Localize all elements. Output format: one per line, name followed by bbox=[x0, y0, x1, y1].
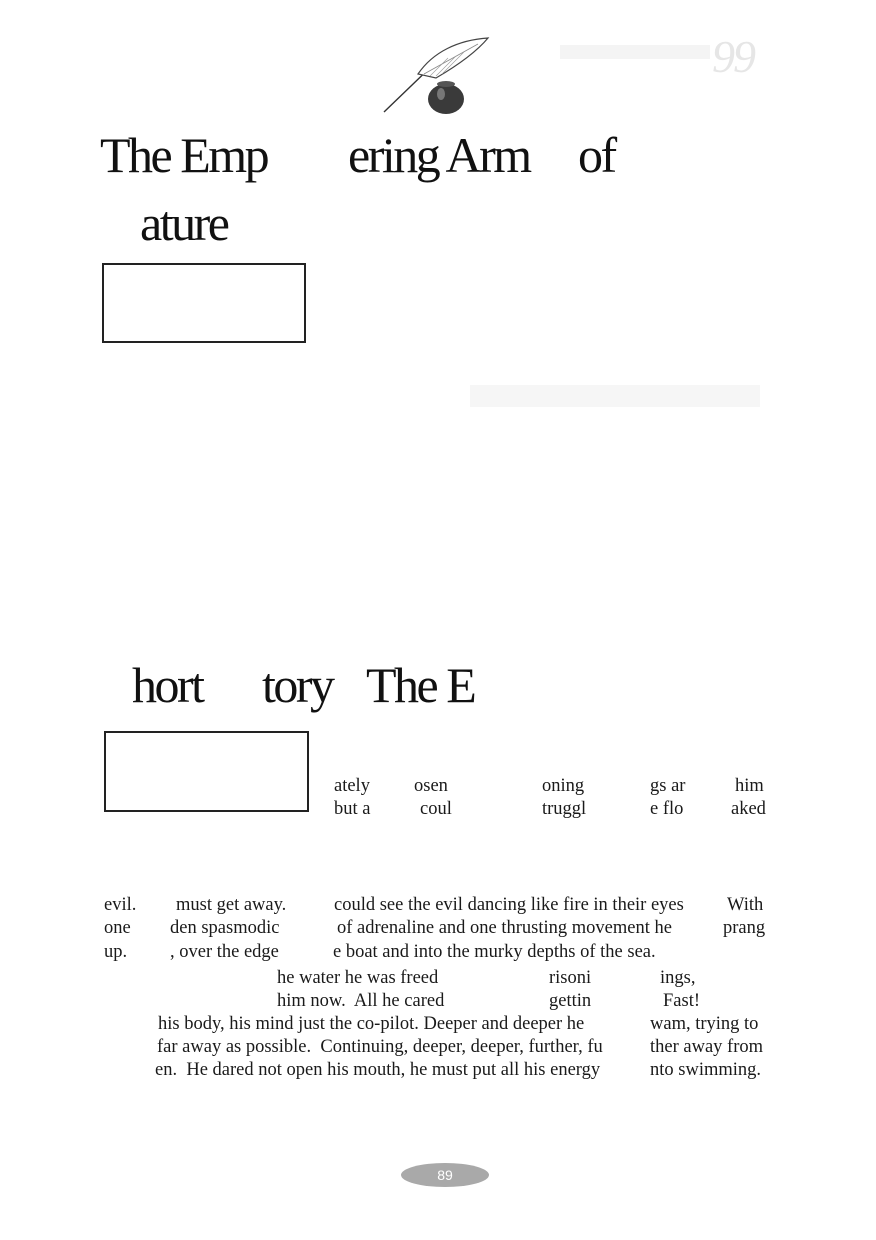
fragment-text: ately bbox=[334, 776, 370, 796]
paragraph-b-text: nto swimming. bbox=[650, 1060, 762, 1080]
subheading-part-3: The E bbox=[366, 657, 475, 713]
paragraph-a-text: With bbox=[727, 895, 764, 915]
paragraph-a-text: up. bbox=[104, 942, 128, 962]
fragment-text: e flo bbox=[650, 799, 684, 819]
paragraph-a-text: could see the evil dancing like fire in their eyes bbox=[334, 895, 684, 915]
fragment-text: oning bbox=[542, 776, 585, 796]
chapter-mark: 99 bbox=[712, 31, 754, 82]
page-number: 89 bbox=[437, 1167, 453, 1183]
paragraph-a-text: e boat and into the murky depths of the sea. bbox=[333, 942, 656, 962]
fragment-text: but a bbox=[334, 799, 371, 819]
blank-frame-top bbox=[102, 263, 306, 343]
heading-line-2: ature bbox=[140, 195, 228, 251]
fragment-text: truggl bbox=[542, 799, 587, 819]
paragraph-b-text: wam, trying to bbox=[650, 1014, 759, 1034]
paragraph-a-text: must get away. bbox=[176, 895, 287, 915]
paragraph-a-text: prang bbox=[723, 918, 766, 938]
paragraph-a-text: of adrenaline and one thrusting movement he bbox=[337, 918, 672, 938]
paragraph-b-text: ther away from bbox=[650, 1037, 764, 1057]
page-number-badge bbox=[401, 1163, 489, 1187]
quill-inkpot-icon bbox=[378, 34, 493, 118]
bleed-through-block-1 bbox=[560, 45, 710, 59]
fragment-text: gs ar bbox=[650, 776, 686, 796]
fragment-text: osen bbox=[414, 776, 448, 796]
fragment-text: coul bbox=[420, 799, 452, 819]
blank-frame-story bbox=[104, 731, 309, 812]
paragraph-b-text: Fast! bbox=[663, 991, 700, 1011]
paragraph-b-text: he water he was freed bbox=[277, 968, 439, 988]
heading-part-2: ering Arm bbox=[348, 127, 530, 183]
paragraph-a-text: , over the edge bbox=[170, 942, 279, 962]
heading-part-3: of bbox=[578, 127, 615, 183]
paragraph-a-text: evil. bbox=[104, 895, 137, 915]
fragment-text: him bbox=[735, 776, 764, 796]
paragraph-a-text: den spasmodic bbox=[170, 918, 280, 938]
paragraph-b-text: ings, bbox=[660, 968, 696, 988]
paragraph-b-text: far away as possible. Continuing, deeper, deeper, further, fu bbox=[157, 1037, 603, 1057]
subheading-part-2: tory bbox=[262, 657, 333, 713]
subheading-part-1: hort bbox=[132, 657, 203, 713]
paragraph-a-text: one bbox=[104, 918, 131, 938]
heading-part-1: The Emp bbox=[100, 127, 268, 183]
paragraph-b-text: en. He dared not open his mouth, he must put all his energy bbox=[155, 1060, 601, 1080]
fragment-text: aked bbox=[731, 799, 766, 819]
bleed-through-block-2 bbox=[470, 385, 760, 407]
paragraph-b-text: his body, his mind just the co-pilot. Deeper and deeper he bbox=[158, 1014, 585, 1034]
paragraph-b-text: gettin bbox=[549, 991, 592, 1011]
paragraph-b-text: him now. All he cared bbox=[277, 991, 445, 1011]
paragraph-b-text: risoni bbox=[549, 968, 592, 988]
